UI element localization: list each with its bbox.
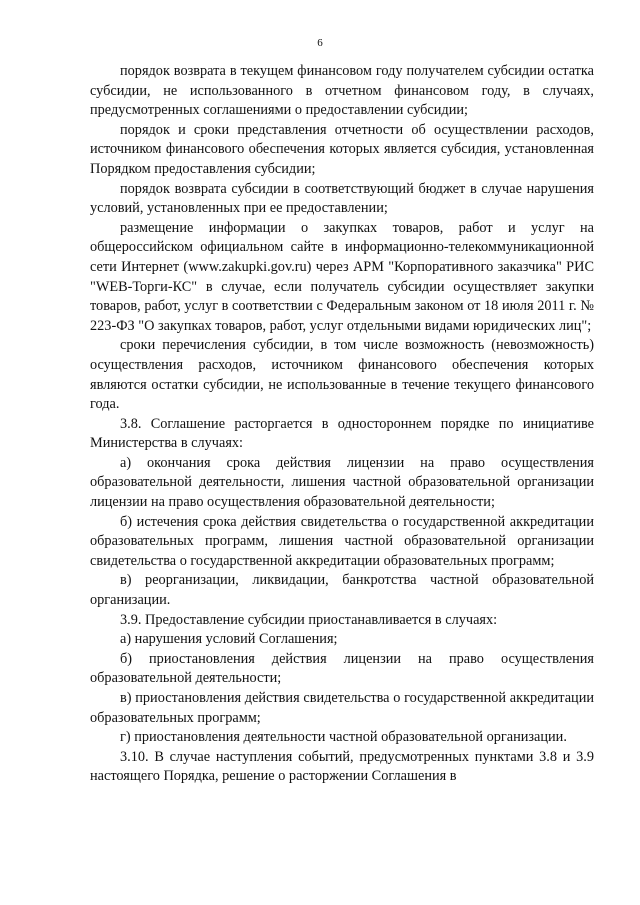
paragraph-3-9-v: в) приостановления действия свидетельства о государственной аккредитации образовательных программ; [90, 690, 594, 726]
paragraph-3-9-a: а) нарушения условий Соглашения; [120, 631, 338, 648]
paragraph-return-remainder: порядок возврата в текущем финансовом году получателем субсидии остатка субсидии, не использованного в отчетном финансовом году, в случаях, предусмотренных соглашениями о предоставлении субсидии; [90, 63, 594, 119]
paragraph-3-9-b: б) приостановления действия лицензии на право осуществления образовательной деятельности; [90, 650, 594, 687]
document-body [90, 62, 594, 787]
paragraph-3-8-a: а) окончания срока действия лицензии на право осуществления образовательной деятельности, лишения частной образовательной организации лицензии на право осуществления образовательной деятельности; [90, 454, 594, 511]
paragraph-3-10: 3.10. В случае наступления событий, предусмотренных пунктами 3.8 и 3.9 настоящего Порядка, решение о расторжении Соглашения в [90, 748, 594, 785]
paragraph-return-on-violation: порядок возврата субсидии в соответствующий бюджет в случае нарушения условий, установленных при ее предоставлении; [90, 180, 594, 217]
paragraph-3-9: 3.9. Предоставление субсидии приостанавливается в случаях: [120, 611, 498, 628]
paragraph-3-9-g: г) приостановления деятельности частной образовательной организации. [120, 729, 567, 746]
paragraph-procurement-info: размещение информации о закупках товаров, работ и услуг на общероссийском официальном сайте в информационно-телекоммуникационной сети Интернет (www.zakupki.gov.ru) через АРМ "Корпоративного заказчика" РИС "WEB-Торги-КС" в случае, если получатель субсидии осуществляет закупки товаров, работ, услуг в соответствии с Федеральным законом от 18 июля 2011 г. № 223-ФЗ "О закупках товаров, работ, услуг отдельными видами юридических лиц"; [90, 219, 594, 334]
paragraph-3-8: 3.8. Соглашение расторгается в одностороннем порядке по инициативе Министерства в случаях: [90, 415, 594, 452]
page-number: 6 [317, 37, 323, 49]
paragraph-reporting-order: порядок и сроки представления отчетности об осуществлении расходов, источником финансового обеспечения которых является субсидия, установленная Порядком предоставления субсидии; [90, 121, 594, 177]
paragraph-3-8-b: б) истечения срока действия свидетельства о государственной аккредитации образовательных программ, лишения частной образовательной организации свидетельства о государственной аккредитации образовательных программ; [90, 513, 594, 569]
paragraph-3-8-v: в) реорганизации, ликвидации, банкротства частной образовательной организации. [90, 572, 594, 609]
paragraph-transfer-terms: сроки перечисления субсидии, в том числе возможность (невозможность) осуществления расходов, источником финансового обеспечения которых являются остатки субсидии, не использованные в течение текущего финансового года. [90, 337, 594, 413]
